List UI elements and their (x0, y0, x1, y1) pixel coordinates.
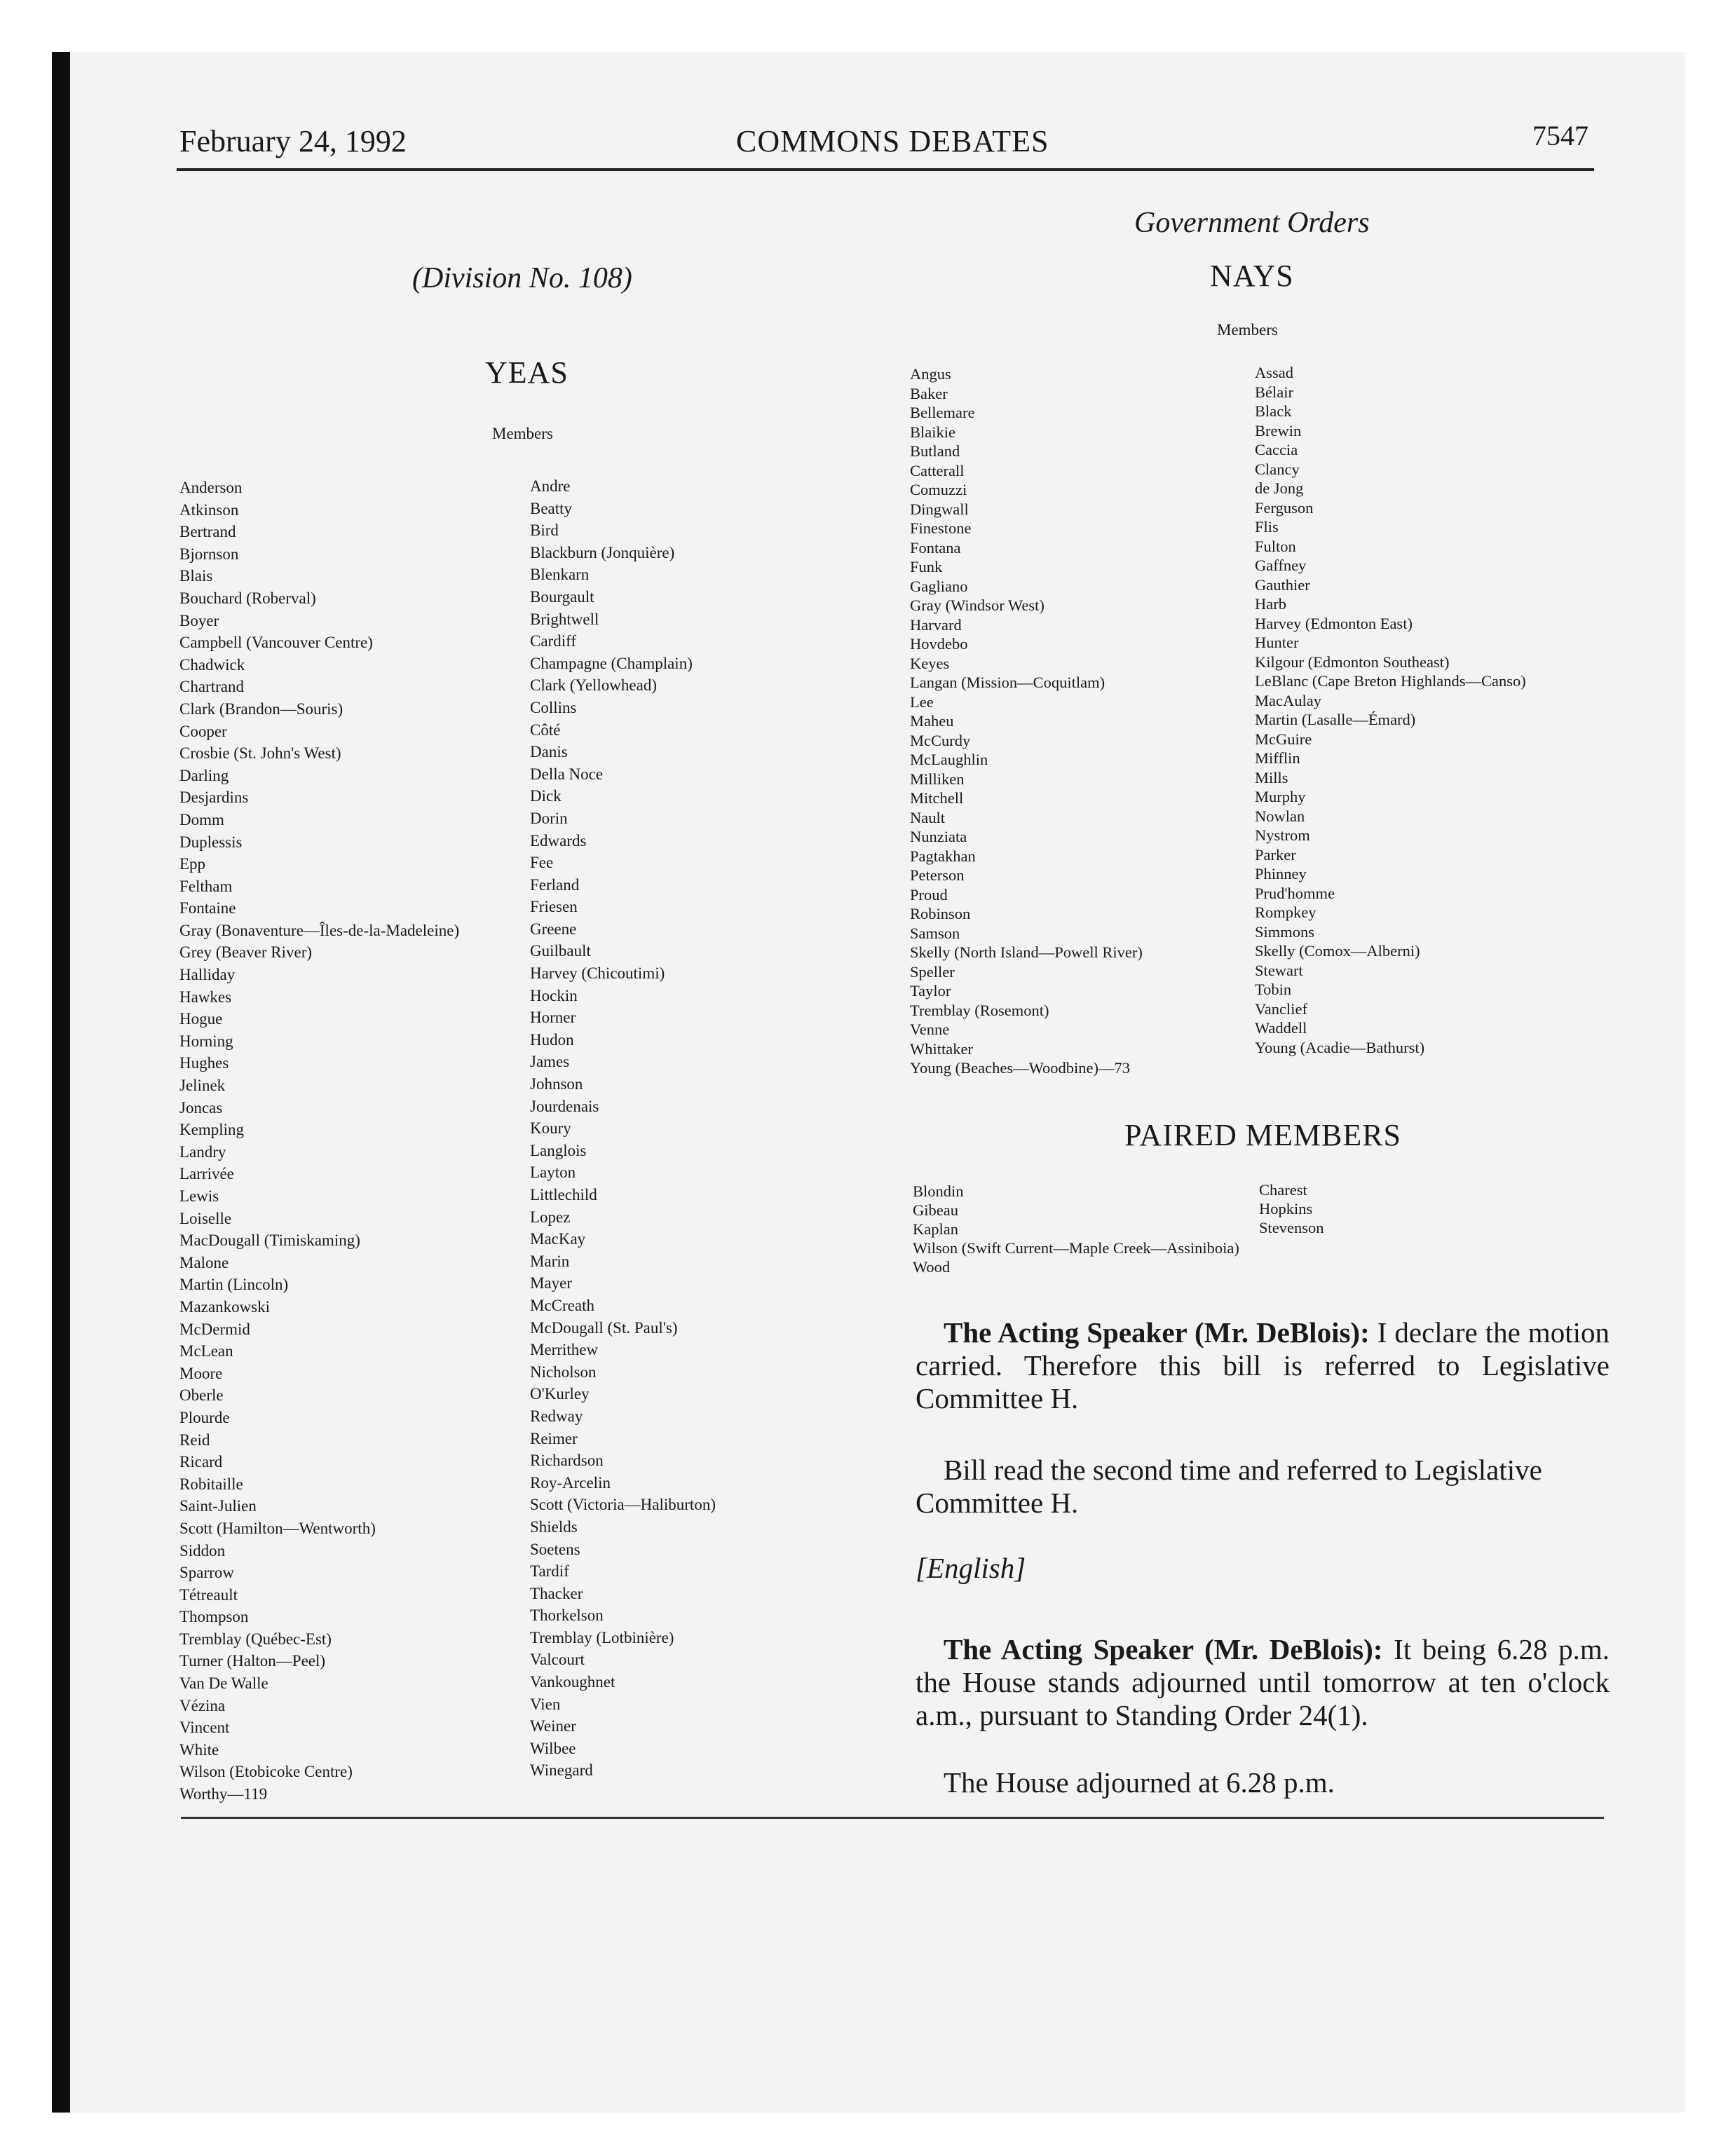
yeas-member: Friesen (530, 898, 578, 916)
nays-member: Mitchell (910, 789, 964, 807)
yeas-member: Horner (530, 1009, 576, 1027)
adjourned-notice: The House adjourned at 6.28 p.m. (944, 1766, 1335, 1799)
yeas-member: Moore (179, 1364, 223, 1382)
nays-member: Nault (910, 808, 945, 826)
yeas-member: Langlois (530, 1141, 587, 1159)
nays-member: Fulton (1255, 537, 1296, 555)
nays-member: Pagtakhan (910, 847, 976, 865)
nays-member: Stewart (1255, 961, 1303, 979)
yeas-member: Andre (530, 477, 571, 495)
yeas-member: Weiner (530, 1717, 576, 1735)
yeas-member: Hogue (179, 1010, 223, 1028)
nays-member: Angus (910, 365, 951, 383)
yeas-member: Edwards (530, 831, 587, 850)
yeas-member: Turner (Halton—Peel) (179, 1652, 326, 1670)
nays-member: Nunziata (910, 828, 967, 845)
yeas-member: Gray (Bonaventure—Îles-de-la-Madeleine) (179, 921, 460, 939)
yeas-list-col1 (179, 477, 459, 1806)
yeas-member: McDermid (179, 1320, 250, 1338)
section-title: Government Orders (1134, 207, 1370, 239)
yeas-member: Duplessis (179, 833, 243, 851)
nays-member: Gagliano (910, 577, 968, 595)
yeas-member: Soetens (530, 1540, 580, 1558)
yeas-member: Darling (179, 766, 229, 784)
yeas-member: Roy-Arcelin (530, 1473, 611, 1492)
nays-member: Funk (910, 558, 943, 575)
yeas-member: Littlechild (530, 1186, 597, 1203)
yeas-member: Blackburn (Jonquière) (530, 543, 675, 561)
yeas-member: White (179, 1740, 219, 1759)
yeas-member: Halliday (179, 966, 236, 984)
yeas-member: Vincent (179, 1719, 230, 1737)
yeas-member: Danis (530, 743, 568, 761)
yeas-member: James (530, 1053, 570, 1071)
yeas-member: Boyer (179, 611, 219, 629)
paired-member: Wilson (Swift Current—Maple Creek—Assiniboia) (913, 1239, 1239, 1257)
yeas-member: Beatty (530, 499, 573, 517)
yeas-member: Blenkarn (530, 566, 590, 584)
nays-member: Young (Acadie—Bathurst) (1255, 1038, 1425, 1056)
nays-member: Waddell (1255, 1019, 1307, 1037)
yeas-member: Lewis (179, 1187, 219, 1205)
yeas-heading: YEAS (485, 355, 569, 390)
speaker-name: The Acting Speaker (Mr. DeBlois): (944, 1633, 1383, 1665)
nays-member: Taylor (910, 982, 951, 999)
nays-member: Ferguson (1255, 498, 1314, 517)
paired-member: Hopkins (1259, 1200, 1313, 1217)
yeas-member: Reid (179, 1431, 210, 1449)
paired-member: Kaplan (913, 1220, 958, 1238)
yeas-member: Tremblay (Lotbinière) (530, 1628, 674, 1646)
yeas-member: Della Noce (530, 765, 604, 783)
nays-member: Proud (910, 885, 948, 903)
nays-member: de Jong (1255, 479, 1304, 497)
yeas-member: Bertrand (179, 523, 236, 541)
paired-member: Wood (913, 1258, 951, 1276)
header-title: COMMONS DEBATES (736, 124, 1049, 158)
yeas-member: Hockin (530, 986, 578, 1004)
header-date: February 24, 1992 (179, 124, 407, 158)
yeas-member: Côté (530, 721, 561, 739)
nays-member: McGuire (1255, 730, 1312, 748)
nays-member: Caccia (1255, 441, 1298, 458)
nays-member: Murphy (1255, 788, 1306, 805)
yeas-member: Winegard (530, 1761, 593, 1780)
yeas-member: Vankoughnet (530, 1673, 615, 1691)
yeas-member: Sparrow (179, 1564, 234, 1582)
yeas-member: Wilson (Etobicoke Centre) (179, 1763, 353, 1781)
nays-member: Skelly (Comox—Alberni) (1255, 942, 1420, 960)
yeas-member: Plourde (179, 1408, 230, 1426)
yeas-member: Reimer (530, 1429, 578, 1447)
yeas-member: Feltham (179, 877, 233, 895)
yeas-member: Saint-Julien (179, 1497, 257, 1515)
nays-member: Hunter (1255, 634, 1299, 651)
yeas-member: Loiselle (179, 1209, 232, 1227)
nays-member: Harb (1255, 595, 1286, 613)
yeas-member: Tétreault (179, 1585, 238, 1604)
yeas-member: Layton (530, 1164, 576, 1182)
paired-member: Charest (1259, 1181, 1307, 1199)
yeas-member: McCreath (530, 1296, 594, 1314)
yeas-member: Scott (Hamilton—Wentworth) (179, 1519, 376, 1537)
yeas-member: Campbell (Vancouver Centre) (179, 634, 373, 652)
paired-member: Gibeau (913, 1201, 958, 1219)
nays-member: Nystrom (1255, 826, 1310, 844)
nays-member: Harvey (Edmonton East) (1255, 614, 1413, 632)
nays-member: Milliken (910, 770, 965, 788)
yeas-member: Ricard (179, 1453, 223, 1471)
yeas-member: Hughes (179, 1054, 229, 1072)
yeas-member: Wilbee (530, 1739, 576, 1757)
nays-member: Tobin (1255, 981, 1292, 998)
nays-member: Lee (910, 692, 934, 711)
adjournment-text: It being 6.28 p.m. the House stands adjourned until tomorrow at ten o'clock a.m., pursuant to Standing Order 24(1). (916, 1633, 1610, 1731)
nays-member: Gaffney (1255, 557, 1307, 574)
yeas-member: Chartrand (179, 678, 244, 696)
yeas-member: Kempling (179, 1121, 244, 1139)
nays-member: Robinson (910, 905, 971, 922)
yeas-member: O'Kurley (530, 1385, 590, 1403)
yeas-member: Jourdenais (530, 1097, 599, 1115)
nays-member: Bélair (1255, 383, 1293, 401)
yeas-member: Tardif (530, 1562, 569, 1581)
paired-list-col2 (1259, 1180, 1324, 1237)
nays-member: Martin (Lasalle—Émard) (1255, 711, 1416, 728)
nays-member: Langan (Mission—Coquitlam) (910, 674, 1105, 691)
yeas-member: Fee (530, 854, 554, 872)
nays-member: Keyes (910, 654, 950, 672)
nays-member: Samson (910, 924, 960, 942)
speaker-declaration (916, 1316, 1610, 1415)
yeas-member: Chadwick (179, 655, 245, 674)
nays-member: Mills (1255, 768, 1288, 786)
yeas-member: Greene (530, 920, 577, 938)
yeas-member: Clark (Yellowhead) (530, 676, 657, 695)
nays-member: Flis (1255, 518, 1279, 535)
scan-spine-shadow (52, 52, 70, 2113)
footer-rule (181, 1817, 1604, 1819)
yeas-member: Domm (179, 810, 224, 828)
yeas-member: Oberle (179, 1386, 224, 1405)
yeas-member: Grey (Beaver River) (179, 943, 313, 962)
nays-member: Hovdebo (910, 635, 968, 653)
nays-member: Clancy (1255, 460, 1300, 478)
division-label: (Division No. 108) (412, 262, 632, 294)
declaration-text: I declare the motion carried. Therefore this bill is referred to Legislative Committee H. (916, 1316, 1610, 1414)
yeas-member: McLean (179, 1342, 233, 1360)
yeas-member: Guilbault (530, 942, 591, 960)
nays-member: Baker (910, 384, 948, 402)
yeas-subheading: Members (492, 425, 553, 442)
yeas-member: Scott (Victoria—Haliburton) (530, 1496, 716, 1514)
yeas-member: Fontaine (179, 899, 236, 917)
nays-member: McCurdy (910, 731, 971, 749)
yeas-member: Shields (530, 1517, 578, 1536)
nays-member: Mifflin (1255, 749, 1300, 767)
nays-list-col1 (910, 364, 1143, 1078)
yeas-member: Martin (Lincoln) (179, 1276, 289, 1294)
yeas-member: Horning (179, 1032, 233, 1050)
nays-member: Catterall (910, 461, 965, 479)
nays-member: Venne (910, 1021, 950, 1038)
yeas-member: Vézina (179, 1696, 226, 1714)
yeas-member: Johnson (530, 1075, 583, 1093)
yeas-member: Lopez (530, 1208, 571, 1226)
nays-member: Gauthier (1255, 575, 1310, 594)
speaker-adjournment (916, 1633, 1610, 1732)
nays-member: Simmons (1255, 922, 1315, 941)
nays-member: Blaikie (910, 423, 955, 441)
yeas-member: Desjardins (179, 789, 249, 807)
nays-member: Dingwall (910, 500, 969, 518)
yeas-member: Landry (179, 1142, 226, 1161)
yeas-member: Epp (179, 855, 206, 873)
yeas-member: Jelinek (179, 1077, 226, 1095)
paired-member: Blondin (913, 1182, 964, 1200)
yeas-member: Robitaille (179, 1475, 243, 1493)
nays-member: Tremblay (Rosemont) (910, 1001, 1049, 1019)
nays-member: Butland (910, 442, 960, 460)
paired-list-col1 (913, 1182, 1239, 1276)
yeas-member: Bourgault (530, 587, 594, 606)
yeas-member: Cardiff (530, 632, 577, 650)
yeas-member: Richardson (530, 1452, 604, 1470)
yeas-member: Bouchard (Roberval) (179, 589, 316, 607)
nays-subheading: Members (1217, 321, 1278, 339)
nays-member: Brewin (1255, 421, 1302, 439)
yeas-member: Collins (530, 698, 577, 716)
bill-status-text: Bill read the second time and referred to Legislative Committee H. (916, 1454, 1542, 1519)
yeas-member: Siddon (179, 1541, 226, 1560)
nays-member: Parker (1255, 845, 1296, 864)
yeas-member: Ferland (530, 875, 580, 894)
yeas-member: Crosbie (St. John's West) (179, 744, 341, 763)
yeas-member: Mazankowski (179, 1297, 271, 1316)
nays-member: Prud'homme (1255, 884, 1335, 902)
header-rule (177, 168, 1594, 171)
yeas-member: Nicholson (530, 1363, 597, 1381)
yeas-member: Thacker (530, 1584, 583, 1602)
nays-member: Kilgour (Edmonton Southeast) (1255, 653, 1450, 671)
yeas-member: Anderson (179, 479, 243, 496)
yeas-member: Bjornson (179, 545, 239, 563)
yeas-member: Thompson (179, 1608, 249, 1626)
nays-member: McLaughlin (910, 751, 988, 768)
page-number: 7547 (1532, 120, 1588, 151)
yeas-member: Dorin (530, 809, 568, 827)
yeas-member: Brightwell (530, 610, 599, 628)
yeas-member: Cooper (179, 722, 227, 740)
nays-member: Young (Beaches—Woodbine)—73 (910, 1059, 1130, 1077)
yeas-member: MacDougall (Timiskaming) (179, 1231, 360, 1250)
yeas-member: Thorkelson (530, 1606, 604, 1625)
yeas-member: Redway (530, 1407, 583, 1425)
yeas-member: Mayer (530, 1274, 573, 1292)
nays-heading: NAYS (1210, 259, 1294, 293)
yeas-member: Tremblay (Québec-Est) (179, 1630, 332, 1648)
yeas-member: Koury (530, 1119, 571, 1138)
yeas-member: Van De Walle (179, 1674, 268, 1693)
nays-member: Bellemare (910, 404, 975, 421)
nays-member: Skelly (North Island—Powell River) (910, 943, 1143, 961)
yeas-member: Atkinson (179, 500, 239, 519)
nays-member: Rompkey (1255, 903, 1316, 921)
yeas-member: Clark (Brandon—Souris) (179, 700, 343, 718)
yeas-member: Blais (179, 567, 213, 585)
nays-member: Whittaker (910, 1039, 973, 1058)
nays-member: MacAulay (1255, 691, 1321, 709)
nays-member: Comuzzi (910, 481, 967, 498)
yeas-member: McDougall (St. Paul's) (530, 1318, 678, 1337)
yeas-member: Joncas (179, 1098, 223, 1117)
yeas-member: MacKay (530, 1230, 586, 1248)
yeas-member: Harvey (Chicoutimi) (530, 964, 665, 983)
nays-member: LeBlanc (Cape Breton Highlands—Canso) (1255, 672, 1526, 690)
language-marker-text: [English] (916, 1552, 1026, 1584)
nays-member: Maheu (910, 712, 954, 730)
yeas-list-col2 (530, 475, 716, 1782)
nays-member: Vanclief (1255, 999, 1307, 1018)
paired-heading: PAIRED MEMBERS (1124, 1118, 1402, 1152)
nays-member: Speller (910, 962, 955, 981)
yeas-member: Larrivée (179, 1165, 234, 1183)
nays-member: Assad (1255, 364, 1293, 381)
paired-member: Stevenson (1259, 1219, 1324, 1236)
yeas-member: Vien (530, 1695, 561, 1713)
language-marker (916, 1552, 1610, 1585)
yeas-member: Champagne (Champlain) (530, 654, 693, 672)
nays-list-col2 (1255, 363, 1526, 1057)
nays-member: Fontana (910, 538, 961, 557)
yeas-member: Malone (179, 1253, 229, 1271)
speaker-name: The Acting Speaker (Mr. DeBlois): (944, 1316, 1370, 1349)
yeas-member: Dick (530, 787, 562, 805)
yeas-member: Valcourt (530, 1651, 585, 1669)
nays-member: Phinney (1255, 865, 1307, 882)
nays-member: Finestone (910, 519, 972, 537)
yeas-member: Marin (530, 1252, 570, 1270)
nays-member: Harvard (910, 615, 962, 634)
yeas-member: Bird (530, 521, 559, 540)
yeas-member: Worthy—119 (179, 1785, 268, 1803)
yeas-member: Hudon (530, 1030, 574, 1049)
yeas-member: Merrithew (530, 1341, 599, 1359)
nays-member: Peterson (910, 866, 965, 884)
yeas-member: Hawkes (179, 988, 232, 1006)
nays-member: Black (1255, 402, 1292, 420)
nays-member: Nowlan (1255, 807, 1305, 825)
nays-member: Gray (Windsor West) (910, 596, 1045, 614)
